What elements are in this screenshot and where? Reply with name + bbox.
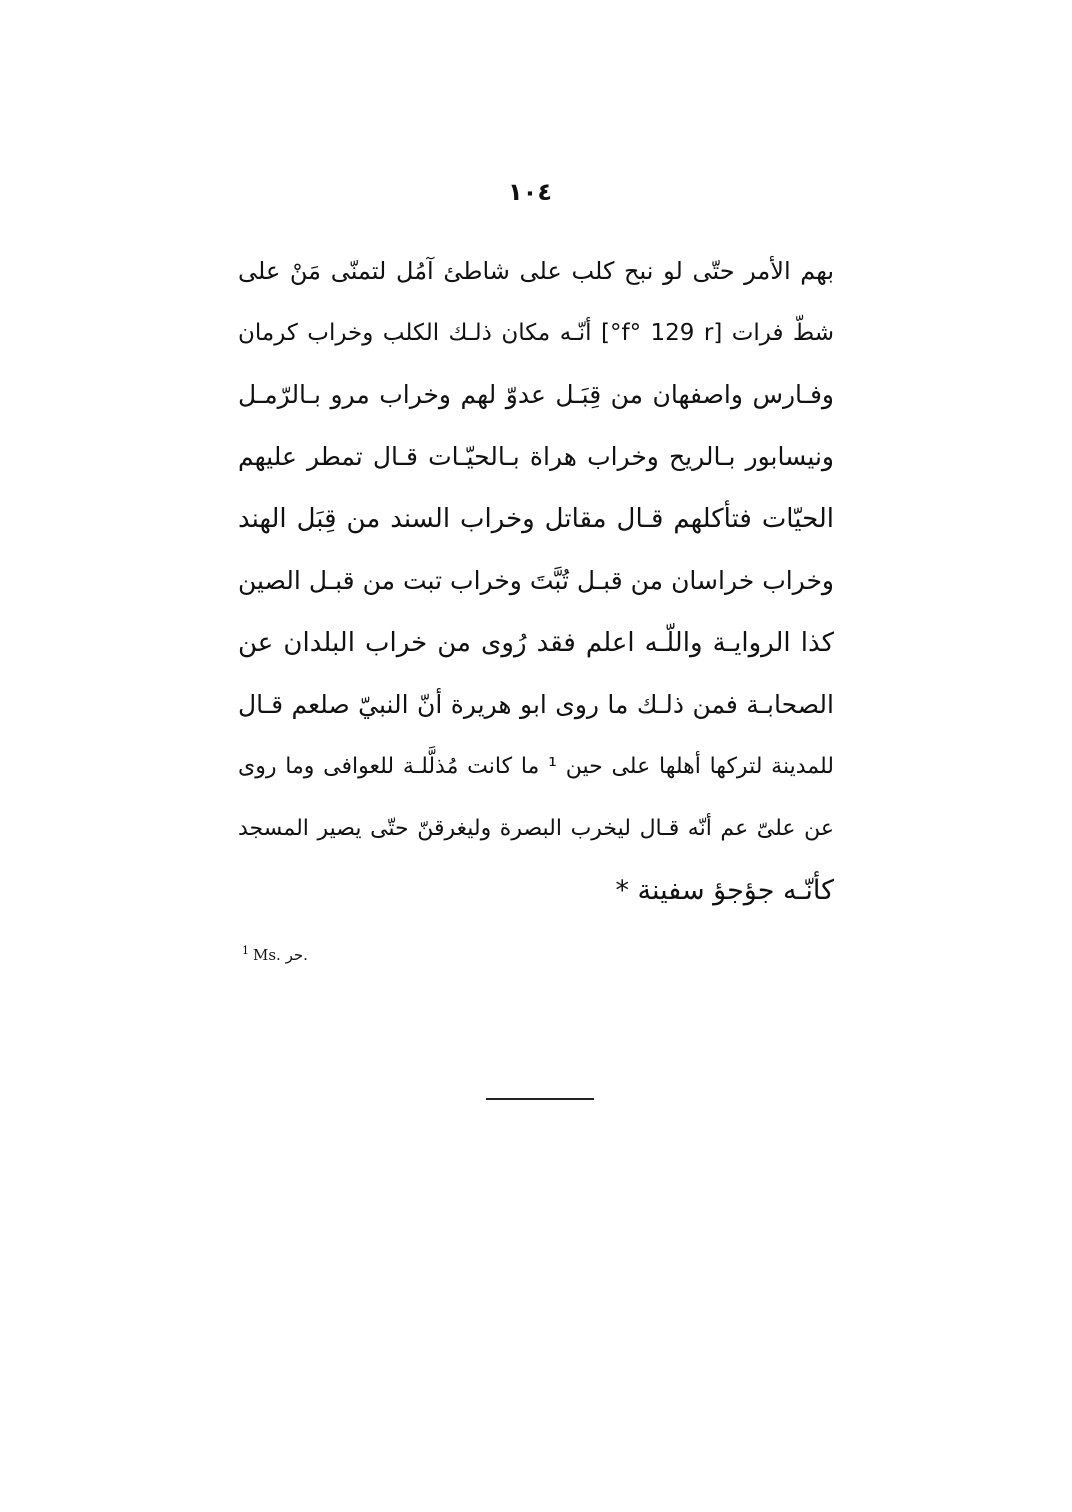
body-text (238, 240, 834, 922)
text-line: للمدينة لتركها أهلها على حين ¹ ما كانت مُذلَّلـة للعوافى وما روى (238, 754, 834, 779)
text-line: كذا الروايـة واللّـه اعلم فقد رُوى من خراب البلدان عن (238, 628, 834, 658)
text-line: ونيسابور بـالريح وخراب هراة بـالحيّـات قـال تمطر عليهم (238, 442, 834, 471)
text-line: وخراب خراسان من قبـل تُبَّتَ وخراب تبت من قبـل الصين (238, 566, 834, 595)
text-line: بهم الأمر حتّى لو نبح كلب على شاطئ آمُل لتمنّى مَنْ على (238, 257, 834, 285)
footnote (242, 944, 308, 964)
text-line: الصحابـة فمن ذلـك ما روى ابو هريرة أنّ النبيّ صلعم قـال (238, 690, 834, 719)
text-line-last: كأنّـه جؤجؤ سفينة * (615, 875, 834, 906)
footnote-marker: 1 (242, 944, 249, 957)
text-line: شطّ فرات [f° 129 r°] أنّـه مكان ذلـك الكلب وخراب كرمان (238, 320, 834, 346)
text-line: الحيّات فتأكلهم قـال مقاتل وخراب السند من قِبَل الهند (238, 504, 834, 534)
footnote-text: Ms. حر. (253, 946, 308, 964)
text-line: عن علىّ عم أنّه قـال ليخرب البصرة وليغرقنّ حتّى يصير المسجد (238, 816, 834, 841)
page-number: ١٠٤ (508, 178, 552, 206)
end-rule (486, 1098, 594, 1100)
text-line: وفـارس واصفهان من قِبَـل عدوّ لهم وخراب مرو بـالرّمـل (238, 380, 834, 409)
